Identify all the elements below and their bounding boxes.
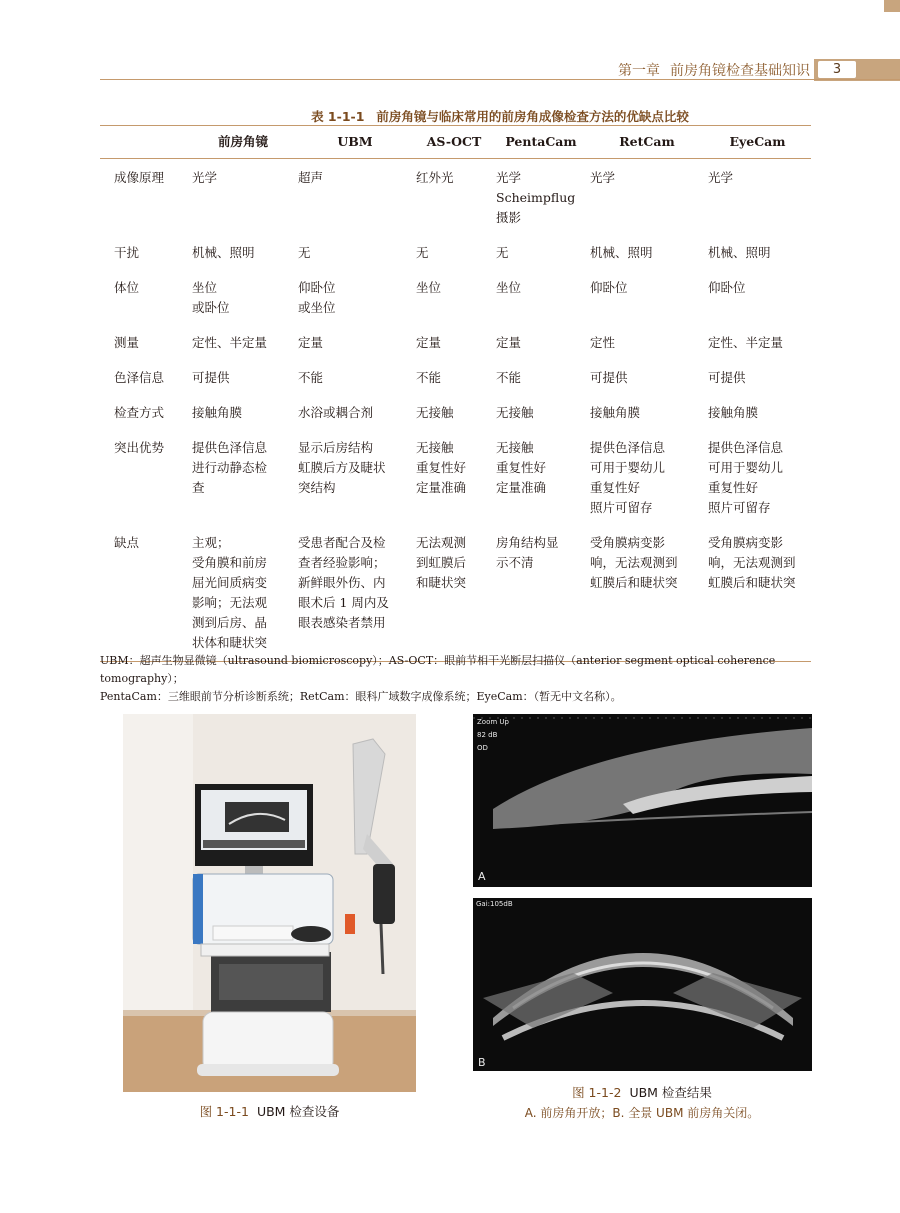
table-cell: 无 — [416, 245, 429, 260]
header-cell — [100, 126, 192, 159]
table-row — [100, 359, 811, 394]
table-cell: 光学 — [192, 170, 218, 185]
table-row — [100, 159, 811, 235]
table-row — [100, 524, 811, 662]
table-cell: 机械、照明 — [192, 245, 255, 260]
panel-b-gain: Gai:105dB — [476, 900, 513, 908]
page-number: 3 — [818, 61, 856, 78]
table-cell: 光学 Scheimpflug 摄影 — [496, 170, 576, 225]
table-cell: 不能 — [298, 370, 324, 385]
row-label: 检查方式 — [114, 405, 165, 420]
table-cell: 定性 — [590, 335, 616, 350]
ubm-image-panel-a — [473, 714, 812, 887]
ubm-device-photo — [123, 714, 416, 1092]
header-cell: UBM — [298, 126, 416, 159]
figure-number: 图 1-1-1 — [199, 1104, 249, 1119]
ubm-image-panel-b — [473, 898, 812, 1071]
table-footnote — [100, 652, 812, 706]
table-cell: 光学 — [708, 170, 734, 185]
figure-caption-right — [472, 1083, 812, 1123]
footnote-line: PentaCam：三维眼前节分析诊断系统；RetCam：眼科广域数字成像系统；EyeCam：（暂无中文名称）。 — [100, 690, 622, 703]
row-label: 干扰 — [114, 245, 140, 260]
table-cell: 接触角膜 — [708, 405, 759, 420]
table-cell: 坐位 或卧位 — [192, 280, 230, 315]
figure-number: 图 1-1-2 — [572, 1085, 622, 1100]
table-cell: 仰卧位 — [590, 280, 628, 295]
row-label: 色泽信息 — [114, 370, 165, 385]
figure-caption-text: UBM 检查设备 — [256, 1104, 340, 1119]
table-row — [100, 324, 811, 359]
table-cell: 不能 — [496, 370, 522, 385]
table-cell: 显示后房结构 虹膜后方及睫状 突结构 — [298, 440, 386, 495]
table-cell: 无接触 重复性好 定量准确 — [496, 440, 547, 495]
table-row — [100, 269, 811, 324]
header-cell: EyeCam — [708, 126, 811, 159]
figure-subcaption: A. 前房角开放；B. 全景 UBM 前房角关闭。 — [524, 1106, 760, 1120]
table-cell: 可提供 — [590, 370, 628, 385]
table-cell: 无法观测 到虹膜后 和睫状突 — [416, 524, 496, 662]
row-label: 成像原理 — [114, 170, 165, 185]
table-cell: 房角结构显 示不清 — [496, 524, 590, 662]
table-cell: 无 — [298, 245, 311, 260]
table-cell: 接触角膜 — [590, 405, 641, 420]
table-row — [100, 429, 811, 524]
row-label: 体位 — [114, 280, 140, 295]
chapter-label: 第一章 — [618, 63, 660, 79]
header-rule — [100, 79, 900, 80]
table-cell: 接触角膜 — [192, 405, 243, 420]
table-cell: 受角膜病变影 响，无法观测到 虹膜后和睫状突 — [708, 524, 811, 662]
row-label: 缺点 — [100, 524, 192, 662]
figure-caption-text: UBM 检查结果 — [629, 1085, 712, 1100]
table-cell: 红外光 — [416, 170, 454, 185]
table-cell: 可提供 — [192, 370, 230, 385]
row-label: 测量 — [114, 335, 140, 350]
table-cell: 提供色泽信息 进行动静态检 查 — [192, 440, 268, 495]
table-cell: 坐位 — [496, 280, 522, 295]
table-cell: 不能 — [416, 370, 442, 385]
table-row — [100, 394, 811, 429]
panel-b-label: B — [478, 1056, 486, 1069]
table-cell: 机械、照明 — [590, 245, 653, 260]
table-row — [100, 234, 811, 269]
header-cell: PentaCam — [496, 126, 590, 159]
row-label: 突出优势 — [114, 440, 165, 455]
footnote-line: UBM：超声生物显微镜（ultrasound biomicroscopy）；AS-OCT：眼前节相干光断层扫描仪（anterior segment optical coherence tomography）； — [100, 654, 776, 685]
table-cell: 可提供 — [708, 370, 746, 385]
table-cell: 无 — [496, 245, 509, 260]
table-cell: 无接触 重复性好 定量准确 — [416, 440, 467, 495]
table-cell: 仰卧位 或坐位 — [298, 280, 336, 315]
corner-mark — [884, 0, 900, 12]
chapter-title: 前房角镜检查基础知识 — [670, 63, 810, 79]
table-cell: 超声 — [298, 170, 324, 185]
table-cell: 仰卧位 — [708, 280, 746, 295]
header-cell: AS-OCT — [416, 126, 496, 159]
table-cell: 坐位 — [416, 280, 442, 295]
table-cell: 机械、照明 — [708, 245, 771, 260]
figure-caption-left — [123, 1102, 416, 1120]
panel-a-label: A — [478, 870, 486, 883]
table-number: 表 1-1-1 — [311, 109, 365, 124]
panel-a-eye: OD — [477, 744, 488, 752]
table-cell: 受角膜病变影 响，无法观测到 虹膜后和睫状突 — [590, 524, 708, 662]
table-cell: 定性、半定量 — [192, 335, 268, 350]
table-cell: 无接触 — [496, 405, 534, 420]
table-cell: 定量 — [496, 335, 522, 350]
table-cell: 主观； 受角膜和前房 屈光间质病变 影响；无法观 测到后房、晶 状体和睫状突 — [192, 524, 298, 662]
table-cell: 光学 — [590, 170, 616, 185]
comparison-table — [100, 125, 811, 662]
table-cell: 水浴或耦合剂 — [298, 405, 374, 420]
panel-a-zoom: Zoom Up — [477, 718, 509, 726]
table-cell: 无接触 — [416, 405, 454, 420]
table-cell: 定量 — [298, 335, 324, 350]
table-cell: 提供色泽信息 可用于婴幼儿 重复性好 照片可留存 — [590, 440, 666, 515]
table-header-row — [100, 126, 811, 159]
table-cell: 受患者配合及检 查者经验影响； 新鲜眼外伤、内 眼术后 1 周内及 眼表感染者禁用 — [298, 524, 416, 662]
running-head — [560, 60, 810, 80]
table-title — [100, 107, 900, 125]
table-cell: 提供色泽信息 可用于婴幼儿 重复性好 照片可留存 — [708, 440, 784, 515]
header-cell: RetCam — [590, 126, 708, 159]
panel-a-gain: 82 dB — [477, 731, 498, 739]
header-cell: 前房角镜 — [192, 126, 298, 159]
table-title-text: 前房角镜与临床常用的前房角成像检查方法的优缺点比较 — [376, 109, 689, 124]
table-cell: 定量 — [416, 335, 442, 350]
table-cell: 定性、半定量 — [708, 335, 784, 350]
